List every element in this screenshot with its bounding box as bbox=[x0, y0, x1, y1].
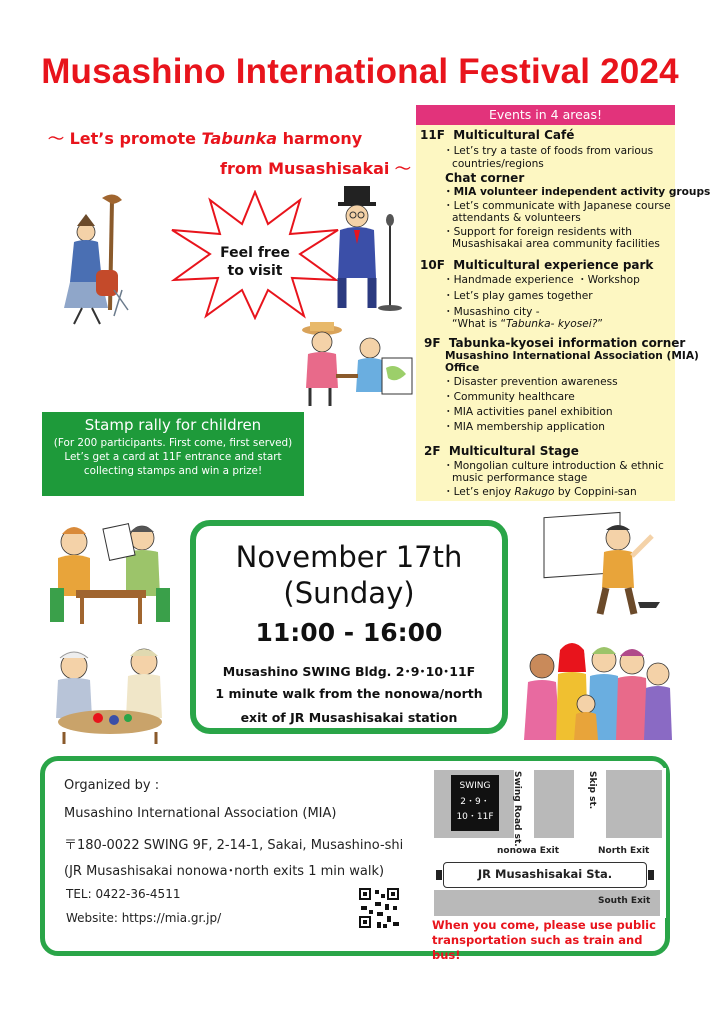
floor-9f-item-4: ・MIA membership application bbox=[443, 421, 605, 433]
floor-9f-name: Tabunka-kyosei information corner bbox=[448, 336, 686, 350]
announcer-illustration bbox=[328, 182, 406, 314]
transport-notice bbox=[432, 918, 672, 963]
stamp-rally-line1: (For 200 participants. First come, first served) bbox=[53, 437, 293, 449]
floor-11f-item-1: ・Let’s try a taste of foods from various bbox=[443, 145, 654, 157]
quote-post: ” bbox=[597, 318, 603, 330]
teacher-illustration bbox=[540, 510, 668, 622]
musician-illustration bbox=[52, 190, 132, 330]
floor-9f-label: 9F bbox=[424, 336, 441, 350]
chat-item-3: attendants & volunteers bbox=[452, 212, 581, 224]
floor-9f-item-2: ・Community healthcare bbox=[443, 391, 575, 403]
burst-text bbox=[190, 244, 320, 280]
burst-line1: Feel free bbox=[220, 245, 290, 261]
table-conversation-illustration bbox=[46, 512, 174, 628]
organized-by-label: Organized by : bbox=[64, 778, 160, 793]
chat-item-1: ・MIA volunteer independent activity groups bbox=[443, 186, 711, 198]
map-skip-street: Skip st. bbox=[587, 771, 597, 810]
children-painting-illustration bbox=[296, 318, 418, 410]
map-north-exit: North Exit bbox=[598, 846, 650, 856]
floor-2f-label: 2F bbox=[424, 444, 441, 458]
floor-9f-item-1: ・Disaster prevention awareness bbox=[443, 376, 618, 388]
organizer-tel: TEL: 0422-36-4511 bbox=[66, 887, 181, 901]
map-south-exit: South Exit bbox=[598, 896, 651, 906]
event-date: November 17th bbox=[235, 540, 463, 574]
rakugo-em: Rakugo bbox=[514, 486, 555, 498]
organizer-name: Musashino International Association (MIA) bbox=[64, 806, 337, 821]
floor-9f-office-1: Musashino International Association (MIA) bbox=[445, 350, 699, 362]
floor-10f-label: 10F bbox=[420, 258, 445, 272]
floor-11f-name: Multicultural Café bbox=[453, 128, 575, 142]
quote-em: Tabunka- kyosei? bbox=[506, 318, 598, 330]
organizer-website[interactable]: Website: https://mia.gr.jp/ bbox=[66, 911, 222, 925]
crafts-illustration bbox=[44, 640, 176, 744]
floor-11f-item-2: countries/regions bbox=[452, 158, 544, 170]
event-venue-2: 1 minute walk from the nonowa/north bbox=[215, 686, 483, 701]
station-left-stub bbox=[436, 870, 442, 880]
chat-item-2: ・Let’s communicate with Japanese course bbox=[443, 200, 671, 212]
floor-10f-heading bbox=[420, 258, 653, 272]
event-time: 11:00 - 16:00 bbox=[255, 618, 443, 647]
qr-code-icon bbox=[357, 886, 401, 930]
event-weekday: (Sunday) bbox=[283, 576, 415, 610]
floor-10f-item-1: ・Handmade experience ・Workshop bbox=[443, 274, 640, 286]
stamp-rally-title: Stamp rally for children bbox=[84, 416, 262, 434]
floor-10f-name: Multicultural experience park bbox=[453, 258, 654, 272]
floor-9f-heading bbox=[424, 336, 685, 350]
stamp-rally-box bbox=[42, 412, 304, 496]
floor-10f-item-2: ・Let’s play games together bbox=[443, 290, 593, 302]
page-title: Musashino International Festival 2024 bbox=[41, 52, 679, 91]
organizer-access: (JR Musashisakai nonowa･north exits 1 min walk) bbox=[64, 864, 385, 879]
organizer-address: 〒180-0022 SWING 9F, 2-14-1, Sakai, Musashino-shi bbox=[64, 838, 404, 853]
floor-2f-name: Multicultural Stage bbox=[448, 444, 579, 458]
floor-11f-heading bbox=[420, 128, 574, 142]
tagline-post: harmony bbox=[277, 129, 363, 148]
map-swing-road: Swing Road st. bbox=[512, 771, 522, 847]
burst-line2: to visit bbox=[227, 263, 283, 279]
map-nonowa-exit: nonowa Exit bbox=[497, 846, 560, 856]
floor-11f-label: 11F bbox=[420, 128, 445, 142]
map-station: JR Musashisakai Sta. bbox=[443, 862, 647, 888]
swing-building bbox=[451, 775, 499, 831]
notice-line2: transportation such as train and bus! bbox=[432, 933, 643, 962]
quote-pre: “What is “ bbox=[452, 318, 507, 330]
station-right-stub bbox=[648, 870, 654, 880]
chat-item-4: ・Support for foreign residents with bbox=[443, 226, 632, 238]
floor-10f-quote bbox=[452, 318, 603, 331]
event-date-box bbox=[190, 520, 508, 734]
floor-10f-item-3: ・Musashino city - bbox=[443, 306, 540, 318]
tagline-line2: from Musashisakai ～ bbox=[220, 159, 411, 178]
stamp-rally-line2: Let’s get a card at 11F entrance and start bbox=[64, 451, 282, 463]
notice-line1: When you come, please use public bbox=[432, 918, 656, 932]
swing-floors-1: 2・9・ bbox=[460, 797, 490, 807]
event-venue-1: Musashino SWING Bldg. 2･9･10･11F bbox=[222, 664, 476, 679]
floor-2f-item-1: ・Mongolian culture introduction & ethnic bbox=[443, 460, 664, 472]
chat-item-5: Musashisakai area community facilities bbox=[452, 238, 660, 250]
tagline-line1 bbox=[48, 126, 362, 149]
swing-floors-2: 10・11F bbox=[456, 812, 494, 822]
stamp-rally-line3: collecting stamps and win a prize! bbox=[83, 465, 263, 477]
events-header: Events in 4 areas! bbox=[416, 105, 675, 125]
floor-2f-item-2: music performance stage bbox=[452, 472, 588, 484]
event-venue-3: exit of JR Musashisakai station bbox=[240, 710, 458, 725]
floor-2f-heading bbox=[424, 444, 579, 458]
swing-label: SWING bbox=[459, 781, 491, 791]
floor-9f-item-3: ・MIA activities panel exhibition bbox=[443, 406, 613, 418]
floor-2f-item-3 bbox=[443, 486, 637, 499]
floor-9f-office-2: Office bbox=[445, 362, 480, 374]
chat-corner-heading: Chat corner bbox=[445, 171, 525, 185]
rakugo-post: by Coppini-san bbox=[554, 486, 637, 498]
tagline-pre: ～ Let’s promote bbox=[48, 129, 202, 148]
tagline-em: Tabunka bbox=[201, 129, 277, 148]
group-people-illustration bbox=[520, 632, 676, 740]
rakugo-pre: ・Let’s enjoy bbox=[443, 486, 515, 498]
